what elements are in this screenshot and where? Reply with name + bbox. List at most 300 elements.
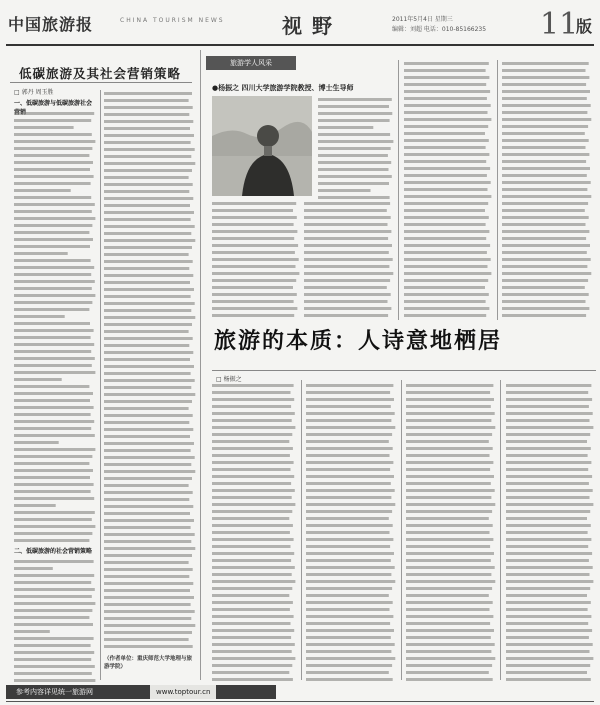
text-line <box>104 358 190 361</box>
text-line <box>406 580 495 583</box>
text-line <box>212 447 293 450</box>
text-line <box>104 204 190 207</box>
text-line <box>14 161 93 164</box>
text-line <box>104 246 192 249</box>
text-line <box>306 629 394 632</box>
text-line <box>502 223 586 226</box>
text-line <box>14 154 89 157</box>
text-line <box>506 489 593 492</box>
text-line <box>502 90 590 93</box>
text-line <box>14 196 91 199</box>
text-line <box>306 517 389 520</box>
text-line <box>306 405 391 408</box>
text-line <box>212 636 291 639</box>
main-article-title: 旅游的本质：人诗意地栖居 <box>214 328 503 354</box>
text-line <box>14 294 95 297</box>
text-line <box>404 258 491 261</box>
text-line <box>406 384 493 387</box>
text-line <box>212 461 294 464</box>
text-line <box>212 671 289 674</box>
text-line <box>104 141 191 144</box>
text-line <box>502 216 589 219</box>
text-line <box>212 272 299 275</box>
text-line <box>506 419 590 422</box>
text-line <box>212 587 292 590</box>
text-line <box>104 568 193 571</box>
text-line <box>104 330 189 333</box>
text-line <box>104 526 191 529</box>
text-line <box>406 678 493 681</box>
text-line <box>502 62 589 65</box>
text-line <box>212 601 293 604</box>
text-line <box>306 531 390 534</box>
text-line <box>104 596 194 599</box>
text-line <box>212 237 294 240</box>
text-line <box>306 643 395 646</box>
text-line <box>212 202 296 205</box>
text-line <box>14 616 89 619</box>
text-line <box>318 98 392 101</box>
text-line <box>212 615 294 618</box>
text-line <box>212 454 290 457</box>
text-line <box>406 433 492 436</box>
text-line <box>318 105 389 108</box>
text-line <box>506 594 587 597</box>
text-line <box>104 547 195 550</box>
text-line <box>506 678 591 681</box>
text-line <box>506 482 589 485</box>
text-line <box>14 126 74 129</box>
text-line <box>212 412 295 415</box>
text-line <box>212 209 293 212</box>
text-line <box>506 643 593 646</box>
text-line <box>306 538 393 541</box>
text-line <box>212 300 294 303</box>
text-line <box>306 678 393 681</box>
text-line <box>14 168 90 171</box>
text-line <box>212 489 295 492</box>
text-line <box>306 398 394 401</box>
text-line <box>502 181 591 184</box>
text-line <box>406 489 495 492</box>
text-line <box>104 505 193 508</box>
text-line <box>212 440 289 443</box>
text-line <box>14 595 92 598</box>
text-line <box>404 188 488 191</box>
text-line <box>104 498 189 501</box>
text-line <box>14 203 95 206</box>
text-line <box>104 92 192 95</box>
text-line <box>406 496 491 499</box>
text-line <box>404 286 485 289</box>
text-line <box>404 118 491 121</box>
text-line <box>14 315 65 318</box>
text-line <box>404 111 488 114</box>
text-line <box>404 307 489 310</box>
text-line <box>506 622 588 625</box>
text-line <box>306 559 391 562</box>
text-line <box>306 433 392 436</box>
text-line <box>104 183 193 186</box>
text-line <box>14 329 94 332</box>
text-line <box>212 622 291 625</box>
text-line <box>404 223 486 226</box>
text-line <box>506 650 590 653</box>
text-line <box>104 197 193 200</box>
text-line <box>104 176 189 179</box>
text-line <box>502 272 591 275</box>
text-line <box>104 337 193 340</box>
text-line <box>212 678 293 681</box>
text-line <box>318 112 392 115</box>
text-line <box>306 622 390 625</box>
text-line <box>104 400 192 403</box>
text-line <box>212 244 298 247</box>
text-line <box>306 468 390 471</box>
text-line <box>304 258 393 261</box>
text-line <box>14 231 89 234</box>
text-line <box>506 461 591 464</box>
text-line <box>212 265 296 268</box>
text-line <box>404 195 491 198</box>
text-line <box>502 167 590 170</box>
text-line <box>14 406 94 409</box>
text-line <box>406 524 493 527</box>
text-line <box>304 279 390 282</box>
text-line <box>212 608 290 611</box>
text-line <box>104 386 191 389</box>
text-line <box>404 153 489 156</box>
text-line <box>104 512 190 515</box>
text-line <box>212 475 294 478</box>
text-line <box>406 461 493 464</box>
column-author: ●杨振之 四川大学旅游学院教授、博士生导师 <box>212 84 354 92</box>
text-line <box>306 573 391 576</box>
text-line <box>14 476 90 479</box>
text-line <box>406 594 489 597</box>
text-line <box>104 309 191 312</box>
text-line <box>406 412 495 415</box>
left-article-title: 低碳旅游及其社会营销策略 <box>18 66 181 81</box>
text-line <box>104 491 193 494</box>
text-line <box>104 610 195 613</box>
text-line <box>104 190 189 193</box>
text-line <box>506 608 588 611</box>
text-line <box>404 76 489 79</box>
text-line <box>506 447 591 450</box>
text-line <box>304 272 393 275</box>
text-line <box>502 125 588 128</box>
text-line <box>104 540 191 543</box>
text-line <box>502 111 587 114</box>
text-line <box>14 308 89 311</box>
text-line <box>406 405 491 408</box>
text-line <box>306 412 395 415</box>
issue-date: 2011年5月4日 星期三 <box>392 16 453 23</box>
text-line <box>304 237 388 240</box>
text-line <box>502 83 586 86</box>
text-line <box>506 552 592 555</box>
text-line <box>404 244 490 247</box>
text-line <box>506 384 591 387</box>
text-line <box>306 524 393 527</box>
text-line <box>406 629 494 632</box>
left-article-subhead: 二、低碳旅游的社会营销策略 <box>14 548 93 555</box>
text-line <box>318 175 392 178</box>
text-line <box>406 538 493 541</box>
text-line <box>14 490 91 493</box>
text-line <box>318 189 371 192</box>
text-line <box>304 286 387 289</box>
text-line <box>406 601 493 604</box>
text-line <box>406 608 490 611</box>
text-line <box>14 140 95 143</box>
text-line <box>104 603 191 606</box>
text-line <box>212 559 291 562</box>
text-line <box>212 419 292 422</box>
text-line <box>406 671 489 674</box>
text-line <box>506 580 593 583</box>
text-line <box>14 637 94 640</box>
text-line <box>104 631 192 634</box>
text-line <box>104 127 190 130</box>
text-line <box>104 407 189 410</box>
text-line <box>404 90 490 93</box>
text-line <box>502 314 586 317</box>
text-line <box>506 671 587 674</box>
text-line <box>306 587 392 590</box>
text-line <box>14 175 94 178</box>
text-line <box>212 650 292 653</box>
section-title: 视野 <box>282 14 342 38</box>
text-line <box>14 658 91 661</box>
text-line <box>104 582 193 585</box>
text-line <box>502 258 591 261</box>
text-line <box>14 266 94 269</box>
text-line <box>318 147 391 150</box>
text-line <box>318 119 390 122</box>
text-line <box>14 560 94 563</box>
text-line <box>14 504 56 507</box>
text-line <box>306 496 391 499</box>
text-line <box>506 496 590 499</box>
text-line <box>212 643 295 646</box>
text-line <box>404 125 488 128</box>
text-line <box>14 343 94 346</box>
text-line <box>502 174 587 177</box>
text-line <box>14 623 93 626</box>
text-line <box>104 449 191 452</box>
text-line <box>14 672 92 675</box>
text-line <box>104 344 189 347</box>
text-line <box>404 174 487 177</box>
text-line <box>506 524 591 527</box>
text-line <box>304 307 391 310</box>
text-line <box>104 225 195 228</box>
text-line <box>104 351 193 354</box>
issue-editor: 编辑：刘超 电话：010-85166235 <box>392 26 487 33</box>
text-line <box>104 288 194 291</box>
text-line <box>404 146 486 149</box>
text-line <box>14 413 91 416</box>
text-line <box>212 279 296 282</box>
text-line <box>306 657 395 660</box>
text-line <box>14 448 95 451</box>
text-line <box>212 230 297 233</box>
text-line <box>14 371 95 374</box>
text-line <box>404 167 490 170</box>
text-line <box>104 393 195 396</box>
text-line <box>104 575 189 578</box>
text-line <box>104 106 193 109</box>
text-line <box>502 118 591 121</box>
text-line <box>14 462 89 465</box>
text-line <box>306 664 392 667</box>
text-line <box>406 454 490 457</box>
text-line <box>14 252 68 255</box>
text-line <box>404 230 489 233</box>
text-line <box>406 622 490 625</box>
text-line <box>304 216 391 219</box>
text-line <box>14 245 90 248</box>
text-line <box>506 440 587 443</box>
text-line <box>406 552 494 555</box>
text-line <box>306 510 392 513</box>
text-line <box>14 378 62 381</box>
text-line <box>14 469 93 472</box>
text-line <box>404 293 489 296</box>
text-line <box>506 629 592 632</box>
text-line <box>406 447 493 450</box>
text-line <box>104 260 193 263</box>
text-line <box>212 391 291 394</box>
text-line <box>404 132 485 135</box>
text-line <box>14 574 94 577</box>
text-line <box>14 511 95 514</box>
text-line <box>14 651 94 654</box>
text-line <box>212 629 294 632</box>
page-suffix: 版 <box>576 17 593 36</box>
text-line <box>212 468 291 471</box>
text-line <box>104 267 189 270</box>
text-line <box>14 532 92 535</box>
text-line <box>318 140 393 143</box>
text-line <box>502 160 586 163</box>
text-line <box>318 161 391 164</box>
newspaper-subtitle: CHINA TOURISM NEWS <box>120 17 225 24</box>
text-line <box>104 477 192 480</box>
text-line <box>212 314 294 317</box>
text-line <box>104 379 195 382</box>
text-line <box>104 484 189 487</box>
text-line <box>404 300 486 303</box>
text-line <box>212 573 292 576</box>
text-line <box>14 420 94 423</box>
column-label: 旅游学人风采 <box>206 56 296 70</box>
text-line <box>212 531 290 534</box>
text-line <box>406 587 492 590</box>
text-line <box>506 426 593 429</box>
text-line <box>404 216 489 219</box>
text-line <box>406 531 490 534</box>
text-line <box>14 427 91 430</box>
text-line <box>502 209 585 212</box>
text-line <box>104 365 194 368</box>
page-number: 11 <box>540 7 579 42</box>
text-line <box>14 336 91 339</box>
text-line <box>406 475 494 478</box>
text-line <box>502 230 589 233</box>
text-line <box>14 567 53 570</box>
text-line <box>406 391 490 394</box>
text-line <box>318 182 389 185</box>
text-line <box>304 244 392 247</box>
text-line <box>14 119 91 122</box>
text-line <box>404 83 486 86</box>
text-line <box>306 440 389 443</box>
text-line <box>506 664 590 667</box>
text-line <box>104 162 195 165</box>
text-line <box>306 384 393 387</box>
text-line <box>506 468 588 471</box>
text-line <box>404 209 485 212</box>
text-line <box>502 146 586 149</box>
text-line <box>506 475 592 478</box>
text-line <box>304 202 390 205</box>
text-line <box>14 497 94 500</box>
text-line <box>406 615 493 618</box>
text-line <box>14 322 90 325</box>
text-line <box>502 237 586 240</box>
text-line <box>406 657 495 660</box>
text-line <box>318 196 390 199</box>
text-line <box>306 601 393 604</box>
text-line <box>104 120 193 123</box>
text-line <box>404 62 489 65</box>
text-line <box>104 554 192 557</box>
text-line <box>14 189 71 192</box>
text-line <box>404 251 487 254</box>
text-line <box>104 281 190 284</box>
text-line <box>318 154 388 157</box>
text-line <box>104 302 195 305</box>
text-line <box>406 503 495 506</box>
text-line <box>14 364 92 367</box>
text-line <box>14 350 91 353</box>
text-line <box>306 671 389 674</box>
text-line <box>14 483 94 486</box>
text-line <box>502 69 586 72</box>
text-line <box>502 104 591 107</box>
text-line <box>406 650 491 653</box>
text-line <box>212 482 291 485</box>
text-line <box>502 300 586 303</box>
text-line <box>306 447 393 450</box>
text-line <box>212 503 295 506</box>
text-line <box>212 384 294 387</box>
text-line <box>104 274 193 277</box>
text-line <box>502 244 590 247</box>
text-line <box>304 209 387 212</box>
text-line <box>14 539 89 542</box>
footer-url[interactable]: www.toptour.cn <box>150 685 216 699</box>
text-line <box>104 470 195 473</box>
text-line <box>404 265 488 268</box>
text-line <box>306 503 395 506</box>
text-line <box>404 272 491 275</box>
left-article-subhead: 一、低碳旅游与低碳旅游社会 <box>14 100 93 107</box>
text-line <box>502 139 589 142</box>
